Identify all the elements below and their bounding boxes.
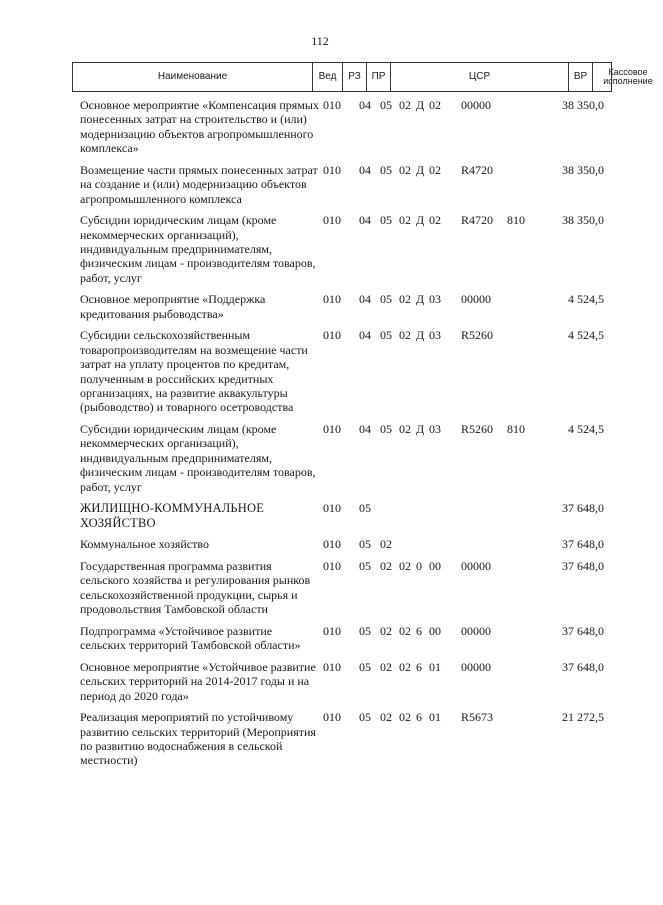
cell-name: Возмещение части прямых понесенных затрат на создание и (или) модернизацию объектов агропромышленного комплекса (80, 162, 318, 206)
cell-rz: 05 (359, 659, 371, 674)
header-ved: Вед (313, 63, 343, 91)
cell-vr: 810 (507, 422, 525, 437)
cell-vr: 810 (507, 213, 525, 228)
cell-csr-event: 03 (429, 422, 441, 437)
cell-name: Подпрограмма «Устойчивое развитие сельских территорий Тамбовской области» (80, 623, 301, 653)
cell-csr-code: R4720 (461, 162, 494, 177)
table-row (80, 292, 620, 321)
cell-name: Основное мероприятие «Компенсация прямых понесенных затрат на строительство и (или) модернизацию объектов агропромышленного комплекса» (80, 98, 319, 156)
cell-name: Основное мероприятие «Устойчивое развитие сельских территорий на 2014-2017 годы и на период до 2020 года» (80, 659, 316, 703)
table-header (72, 62, 653, 92)
cell-csr-code: 00000 (461, 98, 491, 112)
cell-name: Коммунальное хозяйство (80, 537, 209, 552)
table-row (80, 537, 620, 551)
cell-rz: 05 (359, 558, 371, 573)
cell-name: Реализация мероприятий по устойчивому развитию сельских территорий (Мероприятия по развитию водоснабжения в сельской местности) (80, 710, 316, 768)
header-kassovoe: Кассовое исполнение (603, 66, 653, 86)
cell-csr-program: 02 (399, 558, 411, 573)
cell-ved: 010 (323, 537, 341, 552)
table-row (80, 98, 620, 156)
cell-amount: 4 524,5 (568, 328, 604, 343)
cell-amount: 37 648,0 (562, 537, 604, 552)
cell-csr-event: 01 (429, 659, 441, 674)
cell-ved: 010 (323, 213, 341, 228)
cell-pr: 05 (380, 213, 392, 228)
cell-rz: 05 (359, 623, 371, 638)
cell-name: ЖИЛИЩНО-КОММУНАЛЬНОЕ ХОЗЯЙСТВО (80, 501, 265, 530)
cell-ved: 010 (323, 710, 341, 725)
cell-csr-subprogram: Д (416, 328, 425, 343)
cell-csr-program: 02 (399, 710, 411, 725)
cell-csr-code: 00000 (461, 292, 491, 307)
cell-csr-program: 02 (399, 292, 411, 307)
cell-csr-code: R4720 (461, 213, 494, 228)
cell-ved: 010 (323, 501, 341, 516)
cell-csr-code: R5260 (461, 422, 494, 437)
cell-csr-subprogram: Д (416, 162, 425, 177)
cell-ved: 010 (323, 162, 341, 177)
cell-rz: 04 (359, 422, 371, 437)
cell-pr: 05 (380, 328, 392, 343)
table-row (80, 328, 620, 414)
cell-csr-event: 00 (429, 558, 441, 573)
cell-name: Субсидии юридическим лицам (кроме некоммерческих организаций), индивидуальным предпринимателям, физическим лицам - производителям товаров, работ, услуг (80, 422, 316, 494)
header-rz: РЗ (343, 63, 367, 91)
cell-pr: 02 (380, 710, 392, 725)
cell-ved: 010 (323, 659, 341, 674)
cell-csr-event: 00 (429, 623, 441, 638)
cell-csr-subprogram: 6 (416, 659, 422, 674)
cell-rz: 04 (359, 98, 371, 112)
page-number: 112 (311, 34, 329, 48)
cell-amount: 37 648,0 (562, 623, 604, 638)
table-row (80, 559, 620, 617)
cell-pr: 05 (380, 292, 392, 307)
cell-ved: 010 (323, 623, 341, 638)
cell-csr-event: 03 (429, 292, 441, 307)
cell-amount: 38 350,0 (562, 98, 604, 112)
cell-csr-subprogram: 6 (416, 710, 422, 725)
cell-csr-program: 02 (399, 422, 411, 437)
table-row (80, 710, 620, 768)
cell-ved: 010 (323, 98, 341, 112)
cell-rz: 05 (359, 501, 371, 516)
cell-amount: 4 524,5 (568, 292, 604, 307)
cell-csr-subprogram: Д (416, 292, 425, 307)
cell-pr: 05 (380, 422, 392, 437)
cell-pr: 02 (380, 659, 392, 674)
cell-csr-code: R5260 (461, 328, 494, 343)
cell-ved: 010 (323, 292, 341, 307)
cell-csr-event: 02 (429, 162, 441, 177)
cell-name: Основное мероприятие «Поддержка кредитования рыбоводства» (80, 292, 266, 321)
header-vr: ВР (569, 63, 593, 91)
cell-pr: 02 (380, 558, 392, 573)
cell-csr-event: 03 (429, 328, 441, 343)
cell-amount: 38 350,0 (562, 213, 604, 228)
cell-csr-program: 02 (399, 213, 411, 228)
cell-csr-event: 02 (429, 213, 441, 228)
table-row (80, 213, 620, 285)
cell-amount: 37 648,0 (562, 659, 604, 674)
table-body (80, 98, 620, 775)
cell-csr-program: 02 (399, 623, 411, 638)
cell-rz: 04 (359, 213, 371, 228)
cell-rz: 04 (359, 162, 371, 177)
cell-pr: 05 (380, 162, 392, 177)
cell-rz: 05 (359, 710, 371, 725)
header-name: Наименование (73, 63, 313, 91)
cell-amount: 4 524,5 (568, 422, 604, 437)
cell-pr: 05 (380, 98, 392, 112)
cell-rz: 05 (359, 537, 371, 552)
cell-csr-subprogram: Д (416, 98, 425, 112)
cell-csr-code: 00000 (461, 659, 491, 674)
header-pr: ПР (367, 63, 391, 91)
cell-amount: 37 648,0 (562, 558, 604, 573)
table-row (80, 624, 620, 653)
header-csr: ЦСР (391, 63, 569, 91)
table-row (80, 422, 620, 494)
table-row (80, 501, 620, 530)
cell-csr-code: 00000 (461, 623, 491, 638)
cell-pr: 02 (380, 623, 392, 638)
cell-name: Субсидии юридическим лицам (кроме некоммерческих организаций), индивидуальным предпринимателям, физическим лицам - производителям товаров, работ, услуг (80, 213, 316, 285)
cell-amount: 37 648,0 (562, 501, 604, 516)
cell-csr-code: R5673 (461, 710, 494, 725)
cell-csr-event: 01 (429, 710, 441, 725)
cell-name: Субсидии сельскохозяйственным товаропроизводителям на возмещение части затрат на уплату процентов по кредитам, полученным в российских кредитных организациях, на развитие аквакультуры (рыбоводство) и товарного осетроводства (80, 328, 308, 415)
cell-csr-subprogram: Д (416, 213, 425, 228)
cell-ved: 010 (323, 328, 341, 343)
cell-csr-program: 02 (399, 98, 411, 112)
cell-csr-program: 02 (399, 328, 411, 343)
cell-csr-code: 00000 (461, 558, 491, 573)
cell-csr-subprogram: 6 (416, 623, 422, 638)
cell-pr: 02 (380, 537, 392, 552)
cell-csr-program: 02 (399, 659, 411, 674)
cell-csr-subprogram: Д (416, 422, 425, 437)
cell-csr-subprogram: 0 (416, 558, 422, 573)
cell-csr-event: 02 (429, 98, 441, 112)
cell-name: Государственная программа развития сельского хозяйства и регулирования рынков сельскохозяйственной продукции, сырья и продовольствия Тамбовской области (80, 558, 311, 617)
table-row (80, 660, 620, 703)
cell-ved: 010 (323, 422, 341, 437)
cell-amount: 38 350,0 (562, 162, 604, 177)
cell-rz: 04 (359, 292, 371, 307)
cell-ved: 010 (323, 558, 341, 573)
cell-amount: 21 272,5 (562, 710, 604, 725)
cell-rz: 04 (359, 328, 371, 343)
cell-csr-program: 02 (399, 162, 411, 177)
table-row (80, 163, 620, 206)
